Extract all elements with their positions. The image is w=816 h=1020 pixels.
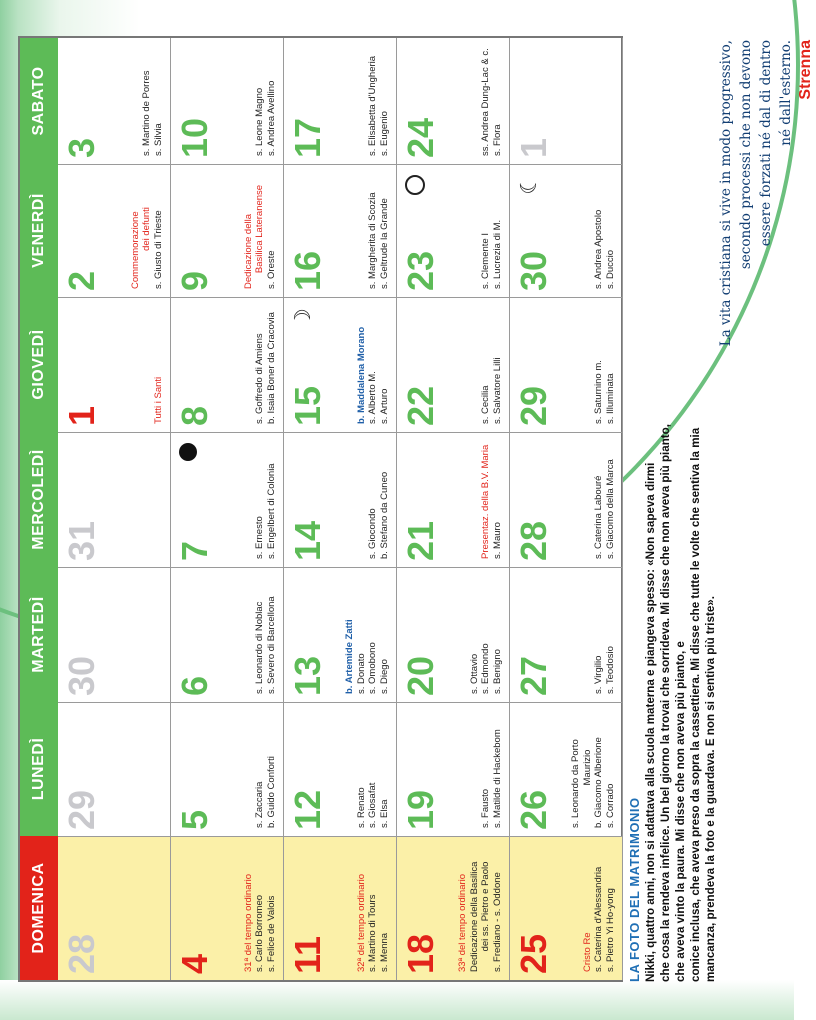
saint-name: s. Giacomo della Marca [604, 459, 616, 559]
day-notes [254, 572, 277, 694]
saint-name: s. Giocondo [367, 508, 378, 559]
saint-name: Dedicazione della Basilica [468, 861, 480, 972]
quote-line: La vita cristiana si vive in modo progressivo, [718, 40, 734, 347]
day-notes [254, 707, 277, 828]
day-number: 8 [174, 405, 215, 426]
day-number: 16 [287, 250, 328, 291]
day-number: 18 [400, 933, 441, 974]
day-cell [397, 702, 510, 836]
saint-name: Dedicazione della [242, 214, 254, 289]
day-notes [593, 302, 616, 424]
story-line: Nikki, quattro anni, non si adattava alla scuola materna e piangeva spesso: «Non sapeva dirmi [644, 462, 657, 982]
saint-name: b. Isaia Boner da Cracovia [265, 312, 277, 424]
day-number: 1 [61, 405, 102, 426]
saint-name: b. Stefano da Cuneo [378, 471, 390, 559]
day-number: 27 [513, 655, 554, 696]
day-cell [284, 432, 397, 567]
day-cell [171, 164, 284, 297]
day-number: 21 [400, 520, 441, 561]
day-cell [171, 567, 284, 702]
saint-name: s. Severo di Barcellona [265, 596, 277, 694]
saint-name: s. Giusto di Trieste [152, 210, 164, 289]
saint-name: s. Salvatore Lilli [491, 357, 503, 424]
day-number: 12 [287, 789, 328, 830]
day-number: 11 [287, 935, 328, 974]
day-number: 4 [174, 953, 215, 974]
day-cell [58, 297, 171, 432]
weekday-header: GIOVEDÌ [20, 297, 58, 432]
first-quarter-moon-icon: ☽ [290, 308, 315, 328]
day-number: 2 [61, 270, 102, 291]
quote-line: né dall'esterno. [778, 40, 794, 146]
day-number: 3 [61, 137, 102, 158]
story-block [627, 36, 718, 982]
day-notes [480, 437, 503, 559]
saint-name: s. Oreste [265, 250, 277, 289]
day-notes [367, 437, 390, 559]
last-quarter-moon-icon: ☾ [516, 175, 541, 195]
day-cell [510, 164, 623, 297]
day-number: 30 [513, 250, 554, 291]
day-number: 9 [174, 270, 215, 291]
day-number: 17 [287, 117, 328, 158]
day-number: 29 [61, 789, 102, 830]
day-cell [171, 836, 284, 980]
saint-name: s. Cecilia [480, 385, 491, 424]
day-number: 31 [61, 520, 102, 561]
new-moon-icon [179, 443, 197, 461]
day-cell [510, 702, 623, 836]
day-notes [480, 707, 503, 828]
day-notes [593, 437, 616, 559]
day-cell [58, 38, 171, 164]
day-notes [367, 42, 390, 156]
saint-name: s. Matilde di Hackebom [491, 729, 503, 828]
day-notes [254, 42, 277, 156]
day-number: 10 [174, 117, 215, 158]
day-number: 28 [61, 933, 102, 974]
day-cell [397, 38, 510, 164]
saint-name: s. Andrea Avellino [265, 80, 277, 156]
story-line: che cosa la rendeva infelice. Un bel giorno la trovai che sorrideva. Mi disse che non aveva più pianto, [659, 424, 672, 982]
saint-name: s. Leonardo di Noblac [254, 601, 265, 694]
saint-name: s. Caterina d'Alessandria [593, 866, 604, 972]
day-number: 20 [400, 655, 441, 696]
day-cell [510, 38, 623, 164]
day-number: 30 [61, 655, 102, 696]
day-cell [397, 164, 510, 297]
saint-name: s. Caterina Labouré [593, 475, 604, 559]
day-number: 6 [174, 675, 215, 696]
day-notes [141, 42, 164, 156]
story-line: conice inclusa, che aveva preso da sopra la cassettiera. Mi disse che tutte le volte che sentiva la mia [689, 427, 702, 982]
saint-name: s. Flora [491, 124, 503, 156]
saint-name: b. Giacomo Alberione [593, 737, 604, 828]
day-number: 24 [400, 117, 441, 158]
day-notes [356, 707, 391, 828]
day-cell [397, 836, 510, 980]
saint-name: s. Giosafat [367, 782, 378, 828]
day-number: 23 [400, 250, 441, 291]
day-notes [344, 572, 390, 694]
saint-name: dei ss. Pietro e Paolo [480, 861, 491, 952]
saint-name: b. Maddalena Morano [355, 326, 367, 424]
saint-name: 32ª del tempo ordinario [355, 873, 367, 972]
saint-name: s. Ottavio [468, 653, 480, 694]
day-notes [480, 302, 503, 424]
saint-name: s. Felice de Valois [265, 895, 277, 972]
weekday-header: VENERDÌ [20, 164, 58, 297]
weekday-header: SABATO [20, 38, 58, 164]
quote-line: secondo processi che non devono [738, 40, 754, 270]
day-cell [397, 297, 510, 432]
saint-name: s. Ernesto [254, 516, 265, 559]
saint-name: s. Edmondo [480, 643, 491, 694]
day-notes [593, 572, 616, 694]
saint-name: s. Engelbert di Colonia [265, 463, 277, 559]
weekday-header: MERCOLEDÌ [20, 432, 58, 567]
full-moon-icon [405, 175, 425, 195]
saint-name: s. Lucrezia di M. [491, 219, 503, 289]
saint-name: s. Eugenio [378, 111, 390, 156]
saint-name: b. Artemide Zatti [344, 619, 355, 694]
saint-name: s. Illuminata [604, 373, 616, 424]
day-notes [593, 169, 616, 289]
day-number: 7 [174, 540, 215, 561]
saint-name: Presentaz. della B.V. Maria [480, 444, 491, 559]
day-cell [510, 297, 623, 432]
day-notes [570, 707, 616, 828]
saint-name: s. Corrado [604, 783, 616, 828]
saint-name: s. Alberto M. [367, 371, 378, 424]
weekday-header: LUNEDÌ [20, 702, 58, 836]
weekday-header: MARTEDÌ [20, 567, 58, 702]
saint-name: s. Fausto [480, 788, 491, 828]
saint-name: s. Goffredo di Amiens [254, 333, 265, 424]
day-notes [153, 302, 165, 424]
day-notes [356, 302, 391, 424]
saint-name: s. Clemente I [480, 233, 491, 289]
saint-name: s. Renato [355, 787, 367, 828]
quote-line: essere forzati né dal di dentro [758, 40, 774, 247]
day-cell [58, 702, 171, 836]
day-cell [171, 297, 284, 432]
saint-name: s. Elisabetta d'Ungheria [367, 55, 378, 156]
day-cell [397, 432, 510, 567]
saint-name: s. Martino di Tours [367, 894, 378, 972]
day-number: 25 [513, 933, 554, 974]
day-cell [510, 836, 623, 980]
saint-name: s. Virgilio [593, 655, 604, 694]
day-number: 22 [400, 385, 441, 426]
saint-name: s. Silvia [152, 123, 164, 156]
day-notes [367, 169, 390, 289]
weekday-header: DOMENICA [20, 836, 58, 980]
day-cell [284, 297, 397, 432]
saint-name: s. Leonardo da Porto [570, 739, 581, 828]
saint-name: s. Andrea Apostolo [593, 209, 604, 289]
saint-name: b. Guido Conforti [265, 756, 277, 828]
day-number: 26 [513, 789, 554, 830]
day-cell [284, 164, 397, 297]
saint-name: s. Donato [355, 653, 367, 694]
saint-name: dei defunti [141, 207, 152, 251]
saint-name: s. Omobono [367, 642, 378, 694]
day-notes [243, 841, 278, 972]
saint-name: 33ª del tempo ordinario [457, 873, 468, 972]
day-cell [58, 567, 171, 702]
saint-name: Tutti i Santi [152, 376, 164, 424]
saint-name: Cristo Re [581, 932, 593, 972]
day-cell [510, 567, 623, 702]
day-number: 29 [513, 385, 554, 426]
day-cell [58, 164, 171, 297]
day-notes [243, 169, 278, 289]
day-number: 1 [513, 137, 554, 158]
day-notes [254, 437, 277, 559]
saint-name: s. Geltrude la Grande [378, 198, 390, 289]
day-notes [480, 169, 503, 289]
day-cell [284, 38, 397, 164]
saint-name: s. Menna [378, 932, 390, 972]
day-notes [356, 841, 391, 972]
day-cell [284, 836, 397, 980]
story-line: che aveva vinto la paura. Mi disse che non aveva più pianto, e [674, 641, 687, 982]
saint-name: Commemorazione [129, 211, 141, 289]
day-number: 28 [513, 520, 554, 561]
story-body [643, 36, 718, 982]
saint-name: s. Margherita di Scozia [367, 192, 378, 289]
saint-name: s. Frediano - s. Oddone [491, 872, 503, 972]
day-cell [397, 567, 510, 702]
day-notes [457, 841, 503, 972]
saint-name: s. Pietro Yi Ho-yong [604, 888, 616, 972]
saint-name: s. Saturnino m. [593, 360, 604, 424]
day-cell [171, 702, 284, 836]
day-notes [469, 572, 504, 694]
saint-name: Basilica Lateranense [254, 184, 265, 274]
quote-signature: Strenna [797, 40, 814, 100]
saint-name: 31ª del tempo ordinario [242, 873, 254, 972]
saint-name: ss. Andrea Dung-Lac & c. [480, 48, 491, 156]
day-notes [130, 169, 165, 289]
day-cell [284, 702, 397, 836]
day-cell [171, 38, 284, 164]
saint-name: Maurizio [581, 749, 593, 786]
saint-name: s. Mauro [491, 522, 503, 559]
quote-block [716, 40, 816, 660]
day-number: 15 [287, 385, 328, 426]
saint-name: s. Elsa [378, 799, 390, 828]
month-grid [18, 36, 623, 982]
saint-name: s. Martino de Porres [141, 70, 152, 156]
day-notes [582, 841, 617, 972]
day-cell [284, 567, 397, 702]
saint-name: s. Duccio [604, 249, 616, 289]
day-number: 19 [400, 789, 441, 830]
day-number: 14 [287, 520, 328, 561]
saint-name: s. Benigno [491, 649, 503, 694]
day-cell [510, 432, 623, 567]
saint-name: s. Leone Magno [254, 87, 265, 156]
saint-name: s. Arturo [378, 388, 390, 424]
story-line: mancanza, prendeva la foto e la guardava. E non si sentiva più triste». [704, 596, 717, 982]
saint-name: s. Zaccaria [254, 781, 265, 828]
saint-name: s. Teodosio [604, 646, 616, 694]
day-number: 5 [174, 809, 215, 830]
day-number: 13 [287, 655, 328, 696]
saint-name: s. Diego [378, 659, 390, 694]
day-notes [254, 302, 277, 424]
saint-name: s. Carlo Borromeo [254, 894, 265, 972]
day-cell [171, 432, 284, 567]
day-cell [58, 836, 171, 980]
story-title: LA FOTO DEL MATRIMONIO [627, 797, 642, 982]
day-cell [58, 432, 171, 567]
day-notes [480, 42, 503, 156]
